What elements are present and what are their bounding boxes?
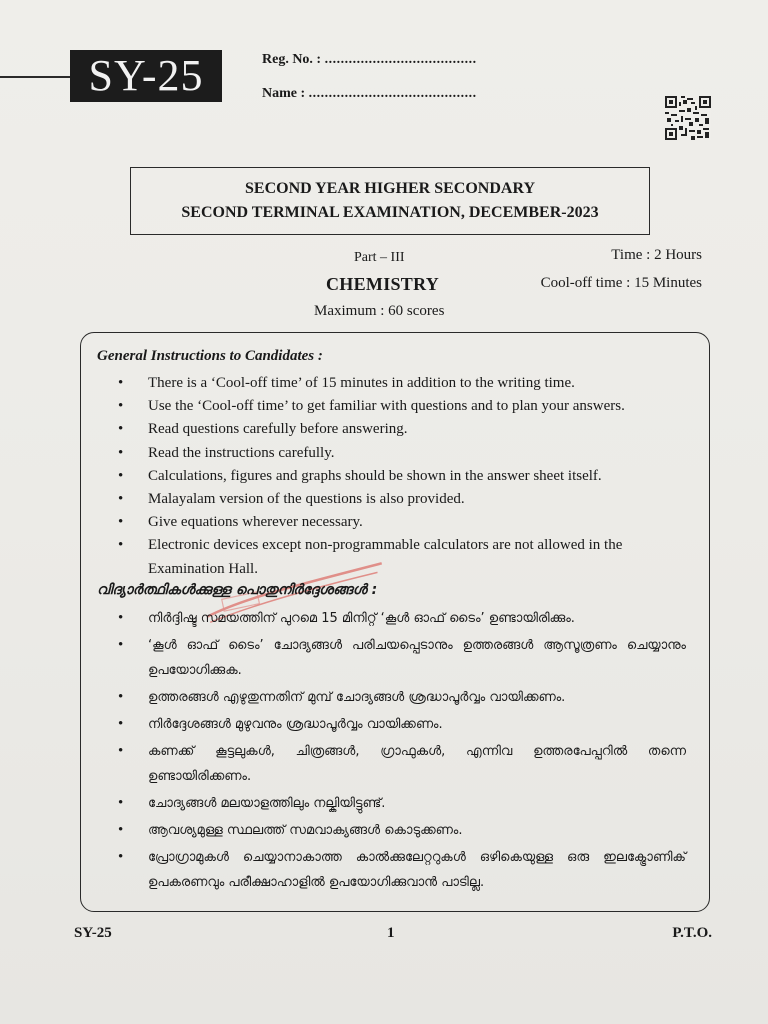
bullet-icon: • (118, 610, 124, 626)
instruction-item: • Use the ‘Cool-off time’ to get familiar with questions and to plan your answers. (118, 395, 688, 418)
instruction-item: • There is a ‘Cool-off time’ of 15 minutes in addition to the writing time. (118, 372, 688, 395)
instruction-item-ml: • നിർദ്ദിഷ്ട സമയത്തിന് പുറമെ 15 മിനിറ്റ് ‘കൂൾ ഓഫ് ടൈം’ ഉണ്ടായിരിക്കും. (118, 606, 686, 631)
reg-no-label: Reg. No. : (262, 52, 322, 67)
bullet-icon: • (118, 537, 124, 554)
bullet-icon: • (118, 637, 124, 653)
malayalam-instructions-list (118, 606, 686, 897)
cool-off-time: Cool-off time : 15 Minutes (540, 275, 702, 291)
malayalam-instructions-heading: വിദ്യാർത്ഥികൾക്കുള്ള പൊതുനിർദ്ദേശങ്ങൾ : (97, 582, 378, 598)
english-instructions-list (118, 372, 688, 581)
name-field[interactable] (262, 86, 477, 102)
maximum-score: Maximum : 60 scores (314, 303, 445, 319)
exam-part: Part – III (354, 250, 405, 265)
instruction-item: • Give equations wherever necessary. (118, 511, 688, 534)
instruction-item: • Malayalam version of the questions is also provided. (118, 488, 688, 511)
bullet-icon: • (118, 795, 124, 811)
exam-title-line-2: SECOND TERMINAL EXAMINATION, DECEMBER-2023 (181, 204, 599, 221)
bullet-icon: • (118, 743, 124, 759)
reg-no-blank: ...................................... (324, 52, 477, 67)
name-blank: .......................................... (308, 86, 477, 101)
bullet-icon: • (118, 716, 124, 732)
general-instructions-heading: General Instructions to Candidates : (97, 348, 323, 364)
bullet-icon: • (118, 421, 124, 438)
exam-subject: CHEMISTRY (326, 274, 440, 294)
instruction-item-ml: • ചോദ്യങ്ങൾ മലയാളത്തിലും നല്കിയിട്ടുണ്ട്. (118, 791, 686, 816)
instruction-item-ml: • നിർദ്ദേശങ്ങൾ മുഴുവനും ശ്രദ്ധാപൂർവ്വം വായിക്കണം. (118, 712, 686, 737)
bullet-icon: • (118, 514, 124, 531)
exam-time: Time : 2 Hours (611, 247, 702, 263)
footer-paper-code: SY-25 (74, 925, 112, 941)
instruction-item-ml: • ആവശ്യമുള്ള സ്ഥലത്ത് സമവാക്യങ്ങൾ കൊടുക്കണം. (118, 818, 686, 843)
instruction-item: • Calculations, figures and graphs should be shown in the answer sheet itself. (118, 465, 688, 488)
bullet-icon: • (118, 491, 124, 508)
bullet-icon: • (118, 467, 124, 484)
instruction-item: • Electronic devices except non-programmable calculators are not allowed in the Examination Hall. (118, 534, 688, 580)
qr-code-icon (665, 96, 711, 140)
exam-title-line-1: SECOND YEAR HIGHER SECONDARY (245, 180, 535, 197)
exam-title-box (130, 167, 650, 235)
bullet-icon: • (118, 689, 124, 705)
page-number: 1 (387, 925, 395, 941)
instruction-item-ml: • ഉത്തരങ്ങൾ എഴുതുന്നതിന് മുമ്പ് ചോദ്യങ്ങൾ ശ്രദ്ധാപൂർവ്വം വായിക്കണം. (118, 685, 686, 710)
paper-code-box: SY-25 (70, 50, 222, 102)
instruction-item: • Read the instructions carefully. (118, 442, 688, 465)
reg-no-field[interactable] (262, 52, 477, 68)
please-turn-over: P.T.O. (672, 925, 712, 941)
instruction-item-ml: • പ്രോഗ്രാമുകൾ ചെയ്യാനാകാത്ത കാൽക്കുലേറ്ററുകൾ ഒഴികെയുള്ള ഒരു ഇലക്ട്രോണിക് ഉപകരണവും പരീക്ഷാഹാളിൽ ഉപയോഗിക്കുവാൻ പാടില്ല. (118, 845, 686, 895)
bullet-icon: • (118, 398, 124, 415)
instruction-item: • Read questions carefully before answering. (118, 418, 688, 441)
instruction-item-ml: • ‘കൂൾ ഓഫ് ടൈം’ ചോദ്യങ്ങൾ പരിചയപ്പെടാനും ഉത്തരങ്ങൾ ആസൂത്രണം ചെയ്യാനും ഉപയോഗിക്കുക. (118, 633, 686, 683)
instruction-item-ml: • കണക്ക് കൂട്ടലുകൾ, ചിത്രങ്ങൾ, ഗ്രാഫുകൾ, എന്നിവ ഉത്തരപേപ്പറിൽ തന്നെ ഉണ്ടായിരിക്കണം. (118, 739, 686, 789)
name-label: Name : (262, 86, 306, 101)
bullet-icon: • (118, 375, 124, 391)
bullet-icon: • (118, 444, 124, 461)
bullet-icon: • (118, 822, 124, 838)
bullet-icon: • (118, 849, 124, 865)
top-left-rule (0, 76, 72, 78)
